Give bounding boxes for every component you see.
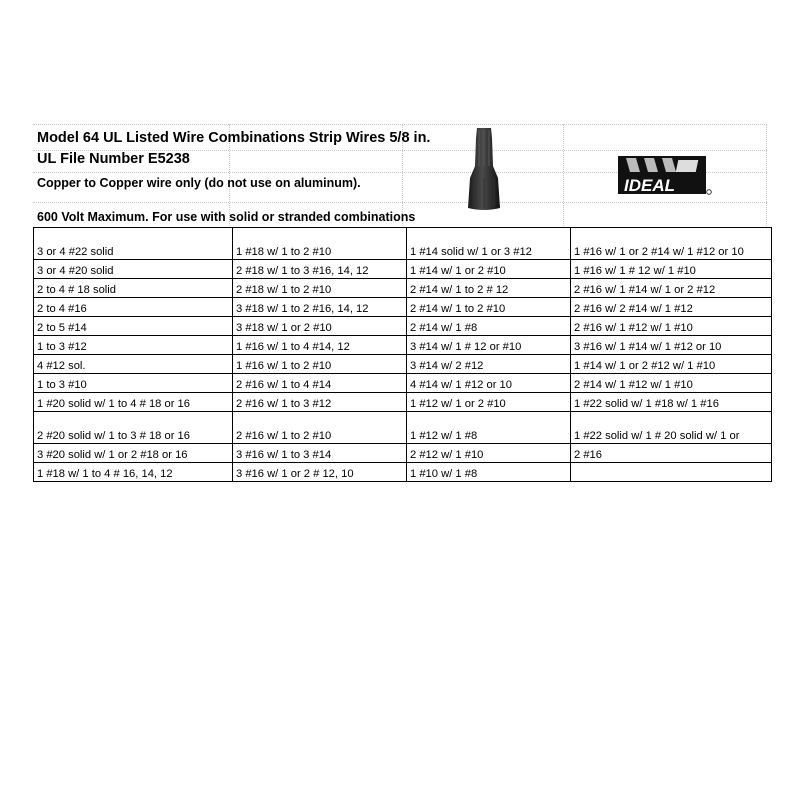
ul-file-number: UL File Number E5238 <box>37 151 190 167</box>
table-cell: 1 #14 w/ 1 or 2 #10 <box>407 260 571 279</box>
grid-line <box>766 124 767 228</box>
table-row <box>34 336 772 355</box>
table-cell: 1 #10 w/ 1 #8 <box>407 463 571 482</box>
table-row <box>34 355 772 374</box>
table-cell: 1 #20 solid w/ 1 to 4 # 18 or 16 <box>34 393 233 412</box>
table-cell: 2 #18 w/ 1 to 3 #16, 14, 12 <box>233 260 407 279</box>
table-cell: 1 #18 w/ 1 to 2 #10 <box>233 228 407 260</box>
table-cell: 1 #22 solid w/ 1 # 20 solid w/ 1 or <box>571 412 772 444</box>
table-cell: 2 #16 w/ 2 #14 w/ 1 #12 <box>571 298 772 317</box>
table-row <box>34 228 772 260</box>
voltage-note: 600 Volt Maximum. For use with solid or stranded combinations <box>37 210 416 224</box>
logo-text: IDEAL <box>624 176 675 195</box>
table-cell: 1 #16 w/ 1 to 2 #10 <box>233 355 407 374</box>
table-cell: 2 #16 w/ 1 #14 w/ 1 or 2 #12 <box>571 279 772 298</box>
table-cell: 4 #14 w/ 1 #12 or 10 <box>407 374 571 393</box>
table-cell: 2 to 4 # 18 solid <box>34 279 233 298</box>
wire-combinations-table <box>33 227 772 482</box>
table-cell: 1 #14 solid w/ 1 or 3 #12 <box>407 228 571 260</box>
table-row <box>34 374 772 393</box>
table-cell: 2 to 4 #16 <box>34 298 233 317</box>
table-cell: 3 or 4 #22 solid <box>34 228 233 260</box>
table-cell: 1 #16 w/ 1 # 12 w/ 1 #10 <box>571 260 772 279</box>
table-cell: 1 #16 w/ 1 or 2 #14 w/ 1 #12 or 10 <box>571 228 772 260</box>
table-cell: 3 or 4 #20 solid <box>34 260 233 279</box>
table-cell: 2 #16 w/ 1 #12 w/ 1 #10 <box>571 317 772 336</box>
table-cell: 3 #16 w/ 1 #14 w/ 1 #12 or 10 <box>571 336 772 355</box>
table-row <box>34 412 772 444</box>
table-cell: 1 #12 w/ 1 or 2 #10 <box>407 393 571 412</box>
table-cell: 3 #14 w/ 2 #12 <box>407 355 571 374</box>
table-cell: 1 #14 w/ 1 or 2 #12 w/ 1 #10 <box>571 355 772 374</box>
table-row <box>34 298 772 317</box>
table-cell: 3 #16 w/ 1 to 3 #14 <box>233 444 407 463</box>
table-cell: 1 #18 w/ 1 to 4 # 16, 14, 12 <box>34 463 233 482</box>
table-cell: 1 #12 w/ 1 #8 <box>407 412 571 444</box>
table-cell: 3 #16 w/ 1 or 2 # 12, 10 <box>233 463 407 482</box>
table-cell: 2 #12 w/ 1 #10 <box>407 444 571 463</box>
table-cell: 2 #20 solid w/ 1 to 3 # 18 or 16 <box>34 412 233 444</box>
copper-note: Copper to Copper wire only (do not use on aluminum). <box>37 176 361 190</box>
table-cell: 2 #14 w/ 1 #12 w/ 1 #10 <box>571 374 772 393</box>
table-row <box>34 393 772 412</box>
table-cell: 2 #14 w/ 1 #8 <box>407 317 571 336</box>
wire-connector-image <box>462 126 506 212</box>
page-title: Model 64 UL Listed Wire Combinations Strip Wires 5/8 in. <box>37 130 431 146</box>
table-cell: 2 #16 w/ 1 to 3 #12 <box>233 393 407 412</box>
grid-line <box>563 124 564 228</box>
table-cell: 2 #16 w/ 1 to 2 #10 <box>233 412 407 444</box>
table-row <box>34 463 772 482</box>
table-cell: 3 #14 w/ 1 # 12 or #10 <box>407 336 571 355</box>
table-cell: 3 #20 solid w/ 1 or 2 #18 or 16 <box>34 444 233 463</box>
table-cell: 2 #14 w/ 1 to 2 #10 <box>407 298 571 317</box>
table-cell: 4 #12 sol. <box>34 355 233 374</box>
table-cell <box>571 463 772 482</box>
table-cell: 2 #18 w/ 1 to 2 #10 <box>233 279 407 298</box>
table-cell: 1 #16 w/ 1 to 4 #14, 12 <box>233 336 407 355</box>
table-cell: 3 #18 w/ 1 or 2 #10 <box>233 317 407 336</box>
table-cell: 1 to 3 #12 <box>34 336 233 355</box>
table-row <box>34 317 772 336</box>
table-cell: 2 #16 <box>571 444 772 463</box>
table-cell: 1 #22 solid w/ 1 #18 w/ 1 #16 <box>571 393 772 412</box>
table-row <box>34 260 772 279</box>
table-row <box>34 444 772 463</box>
ideal-logo <box>614 152 712 198</box>
table-cell: 3 #18 w/ 1 to 2 #16, 14, 12 <box>233 298 407 317</box>
table-row <box>34 279 772 298</box>
table-cell: 1 to 3 #10 <box>34 374 233 393</box>
table-cell: 2 #16 w/ 1 to 4 #14 <box>233 374 407 393</box>
grid-line <box>33 124 767 125</box>
table-cell: 2 #14 w/ 1 to 2 # 12 <box>407 279 571 298</box>
grid-line <box>33 202 767 203</box>
table-cell: 2 to 5 #14 <box>34 317 233 336</box>
